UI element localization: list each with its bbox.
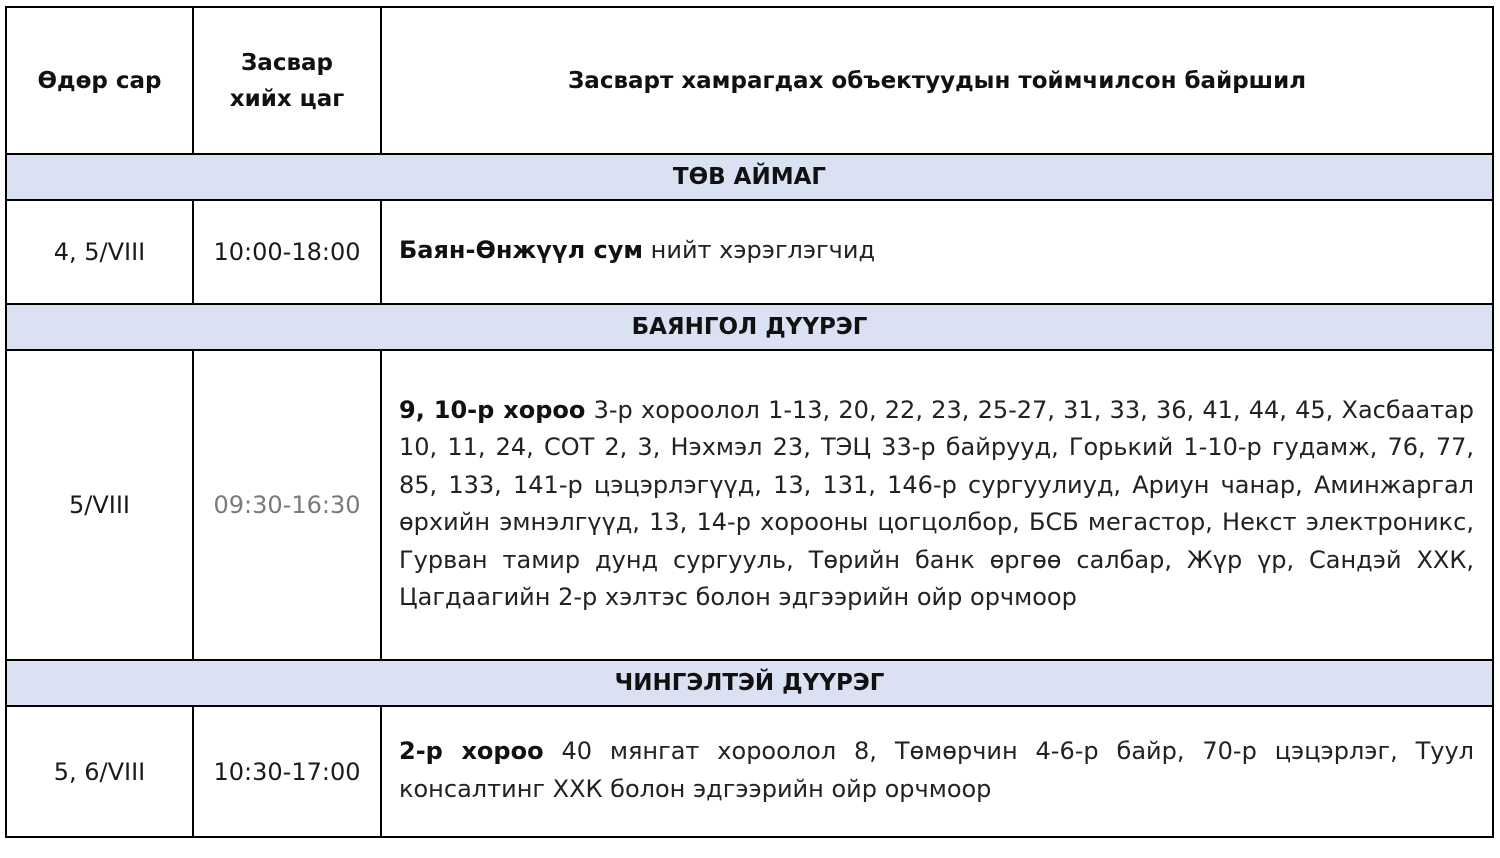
- region-row-tov-aimag: [6, 154, 1493, 200]
- location-details: 3-р хороолол 1-13, 20, 22, 23, 25-27, 31, 33, 36, 41, 44, 45, Хасбаатар 10, 11, 24, СОТ 2, 3, Нэхмэл 23, ТЭЦ 33-р байрууд, Горький 1-10-р гудамж, 76, 77, 85, 133, 141-р цэцэрлэгүүд, 13, 131, 146-р сургуулиуд, Ариун чанар, Аминжаргал өрхийн эмнэлгүүд, 13, 14-р хорооны цогцолбор, БСБ мегастор, Некст электроникс, Гурван тамир дунд сургууль, Төрийн банк өргөө салбар, Жүр үр, Сандэй ХХК, Цагдаагийн 2-р хэлтэс болон эдгээрийн ойр орчмоор: [399, 395, 1474, 611]
- table-header-row: [6, 7, 1493, 154]
- date-column-label: Өдөр сар: [37, 67, 162, 94]
- date-column-header: [6, 7, 193, 154]
- table-row: [6, 706, 1493, 837]
- date-cell: 4, 5/VIII: [6, 200, 193, 304]
- location-cell: [381, 200, 1493, 304]
- location-details: нийт хэрэглэгчид: [643, 236, 876, 265]
- location-column-label: Засварт хамрагдах объектуудын тоймчилсон байршил: [567, 67, 1307, 94]
- location-area-name: 2-р хороо: [399, 737, 544, 765]
- time-column-label-line1: Засвар: [240, 49, 334, 76]
- time-column-header: [193, 7, 381, 154]
- date-cell: 5, 6/VIII: [6, 706, 193, 837]
- region-row-chingeltei: [6, 660, 1493, 706]
- location-cell: [381, 350, 1493, 660]
- region-title: ЧИНГЭЛТЭЙ ДҮҮРЭГ: [6, 660, 1493, 706]
- time-cell: 10:30-17:00: [193, 706, 381, 837]
- location-area-name: 9, 10-р хороо: [399, 395, 586, 424]
- location-area-name: Баян-Өнжүүл сум: [399, 236, 644, 265]
- time-column-label-line2: хийх цаг: [229, 85, 345, 112]
- time-cell: 10:00-18:00: [193, 200, 381, 304]
- region-title: БАЯНГОЛ ДҮҮРЭГ: [6, 304, 1493, 350]
- time-cell: 09:30-16:30: [193, 350, 381, 660]
- location-cell: [381, 706, 1493, 837]
- table-row: [6, 350, 1493, 660]
- location-column-header: [381, 7, 1493, 154]
- region-title: ТӨВ АЙМАГ: [6, 154, 1493, 200]
- maintenance-schedule-table: [5, 6, 1494, 838]
- date-cell: 5/VIII: [6, 350, 193, 660]
- region-row-bayangol: [6, 304, 1493, 350]
- table-row: [6, 200, 1493, 304]
- location-details: 40 мянгат хороолол 8, Төмөрчин 4-6-р байр, 70-р цэцэрлэг, Туул консалтинг ХХК болон эдгээрийн ойр орчмоор: [399, 737, 1474, 803]
